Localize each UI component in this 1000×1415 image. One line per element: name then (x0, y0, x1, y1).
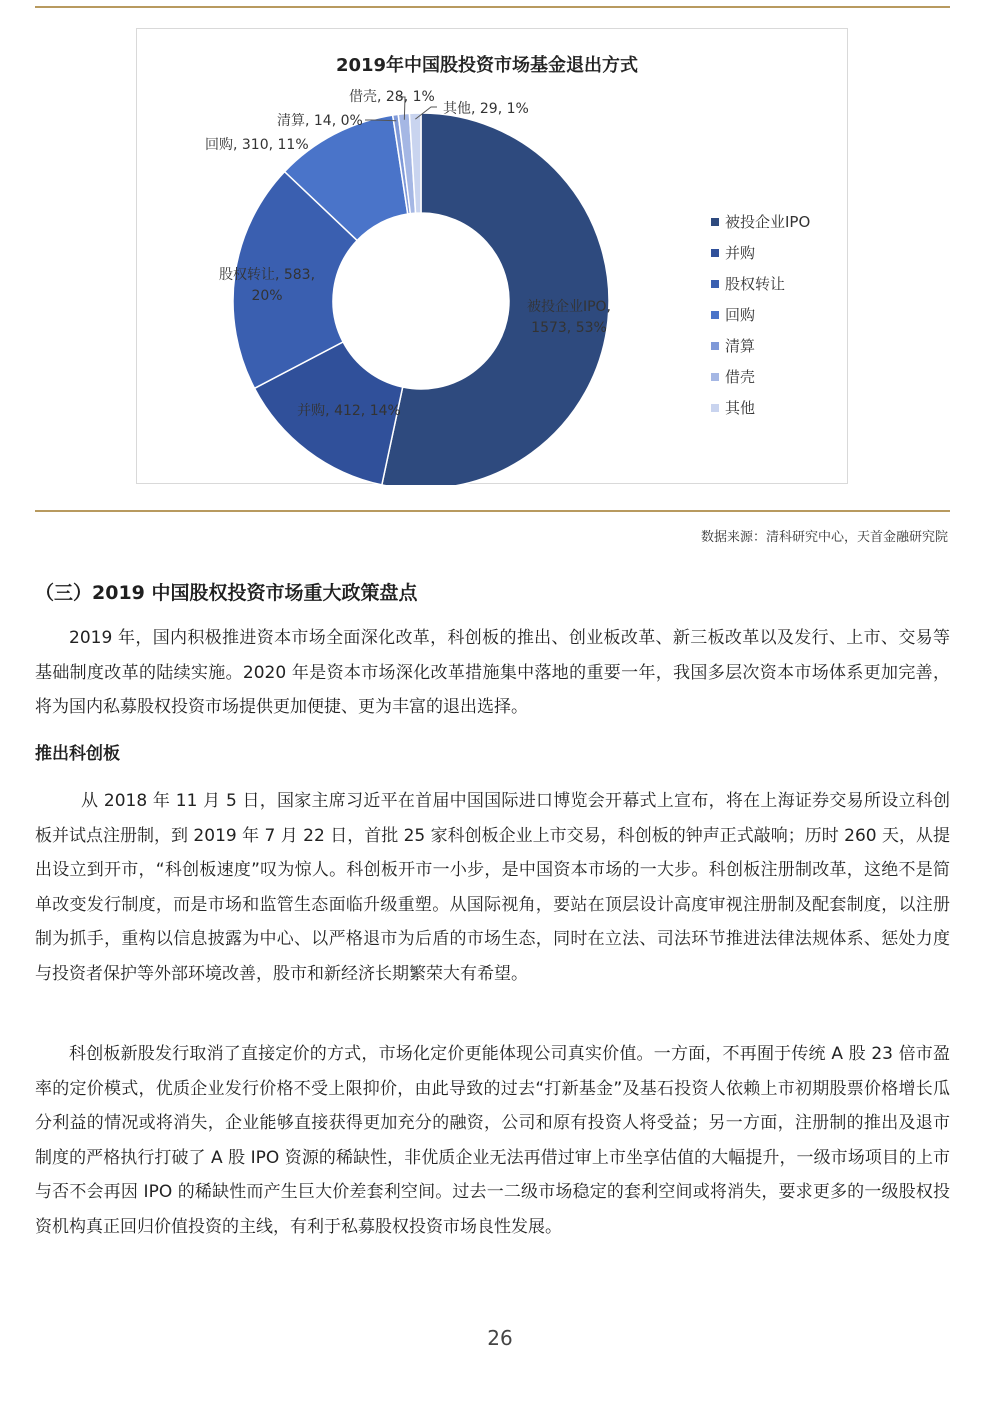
legend-item-2 (711, 244, 755, 262)
slice-data-label-2: 并购, 412, 14% (297, 403, 401, 419)
legend-label-2: 并购 (725, 244, 756, 262)
legend-label-6: 借壳 (725, 368, 756, 386)
legend-item-4 (711, 306, 755, 324)
slice-data-label-3: 股权转让, 583, 20% (218, 267, 316, 304)
legend-swatch-1 (711, 218, 719, 226)
chart-title: 2019年中国股投资市场基金退出方式 (335, 55, 639, 76)
section-heading: （三）2019 中国股权投资市场重大政策盘点 (35, 582, 418, 604)
data-source-note: 数据来源：清科研究中心，天首金融研究院 (700, 530, 948, 545)
legend-label-7: 其他 (725, 399, 756, 417)
paragraph-star-market-history: 从 2018 年 11 月 5 日，国家主席习近平在首届中国国际进口博览会开幕式上宣布，将在上海证券交易所设立科创板并试点注册制，到 2019 年 7 月 22 日，首批 25 家科创板企业上市交易，科创板的钟声正式敲响；历时 260 天，从提出设立到开市，“科创板速度”叹为惊人。科创板开市一小步，是中国资本市场的一大步。科创板注册制改革，这绝不是简单改变发行制度，而是市场和监管生态面临升级重塑。从国际视角，要站在顶层设计高度审视注册制及配套制度，以注册制为抓手，重构以信息披露为中心、以严格退市为后盾的市场生态，同时在立法、司法环节推进法律法规体系、惩处力度与投资者保护等外部环境改善，股市和新经济长期繁荣大有希望。 (35, 791, 950, 984)
legend-item-1 (711, 213, 810, 231)
slice-data-label-7: 其他, 29, 1% (443, 101, 529, 117)
legend-item-6 (711, 368, 755, 386)
paragraph-star-market-pricing: 科创板新股发行取消了直接定价的方式，市场化定价更能体现公司真实价值。一方面，不再囿于传统 A 股 23 倍市盈率的定价模式，优质企业发行价格不受上限抑价，由此导致的过去“打新基金”及基石投资人依赖上市初期股票价格增长瓜分利益的情况或将消失，企业能够直接获得更加充分的融资，公司和原有投资人将受益；另一方面，注册制的推出及退市制度的严格执行打破了 A 股 IPO 资源的稀缺性，非优质企业无法再借过审上市坐享估值的大幅提升，一级市场项目的上市与否不会再因 IPO 的稀缺性而产生巨大价差套利空间。过去一二级市场稳定的套利空间或将消失，要求更多的一级股权投资机构真正回归价值投资的主线，有利于私募股权投资市场良性发展。 (35, 1044, 950, 1237)
legend-label-3: 股权转让 (725, 275, 786, 293)
chart-bottom-rule (35, 510, 950, 512)
legend-label-4: 回购 (725, 306, 756, 324)
legend-swatch-2 (711, 249, 719, 257)
legend-label-5: 清算 (725, 337, 756, 355)
legend-item-3 (711, 275, 785, 293)
subheading-star-market: 推出科创板 (35, 744, 120, 764)
legend-swatch-3 (711, 280, 719, 288)
top-rule (35, 6, 950, 8)
legend-swatch-7 (711, 404, 719, 412)
legend-swatch-5 (711, 342, 719, 350)
page-number: 26 (487, 1326, 513, 1350)
chart-frame (136, 28, 848, 484)
slice-data-label-5: 清算, 14, 0% (277, 113, 363, 129)
slice-data-label-1: 被投企业IPO, 1573, 53% (526, 299, 612, 336)
intro-paragraph: 2019 年，国内积极推进资本市场全面深化改革，科创板的推出、创业板改革、新三板改革以及发行、上市、交易等基础制度改革的陆续实施。2020 年是资本市场深化改革措施集中落地的重要一年，我国多层次资本市场体系更加完善，将为国内私募股权投资市场提供更加便捷、更为丰富的退出选择。 (35, 628, 950, 717)
donut-chart (137, 29, 849, 485)
legend-swatch-4 (711, 311, 719, 319)
slice-data-label-4: 回购, 310, 11% (205, 137, 309, 153)
slice-data-label-6: 借壳, 28, 1% (349, 89, 435, 105)
legend-item-7 (711, 399, 755, 417)
legend-swatch-6 (711, 373, 719, 381)
legend-label-1: 被投企业IPO (725, 213, 811, 231)
legend-item-5 (711, 337, 755, 355)
